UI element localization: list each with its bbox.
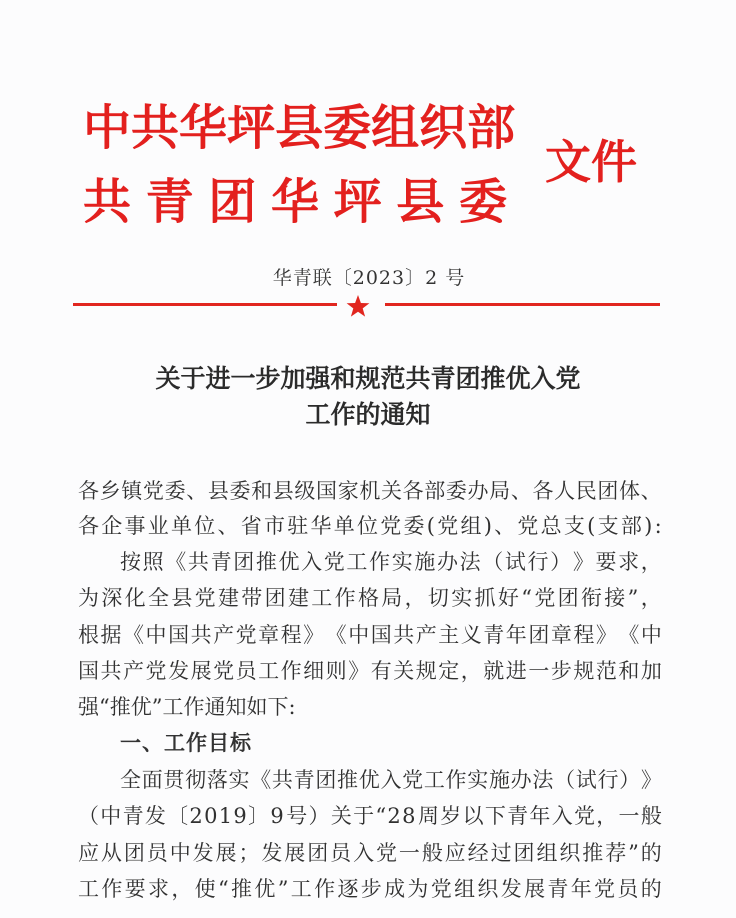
intro-line-3: 根 据 《 中 国 共 产 党 章 程 》 《 中 国 共 产 主 义 青 年 团 章 程 》 《 中 xyxy=(78,623,662,647)
section-1-line-2: （ 中 青 发 〔 2 0 1 9 〕 9 号 ） 关 于 “ 2 8 周 岁 以 下 青 年 入 党 ， 一 般 xyxy=(78,804,662,828)
document-type-label: 文件 xyxy=(545,135,637,189)
red-rule-left xyxy=(73,303,337,306)
section-heading-work-goals: 一、工作目标 xyxy=(120,731,252,755)
document-number xyxy=(0,265,736,291)
issuing-org-line-2: 共 青 团 华 坪 县 委 xyxy=(83,174,507,230)
intro-line-4: 国 共 产 党 发 展 党 员 工 作 细 则 》 有 关 规 定 ， 就 进 一 步 规 范 和 加 xyxy=(78,659,662,683)
addressee-line-1: 各 乡 镇 党 委 、 县 委 和 县 级 国 家 机 关 各 部 委 办 局 、 各 人 民 团 体 、 xyxy=(78,479,662,503)
section-1-line-4: 工 作 要 求 ， 使 “ 推 优 ” 工 作 逐 步 成 为 党 组 织 发 展 青 年 党 员 的 xyxy=(78,877,662,901)
intro-line-1: 按 照 《 共 青 团 推 优 入 党 工 作 实 施 办 法 （ 试 行 ） 》 要 求 ， xyxy=(120,550,662,574)
section-1-line-1: 全 面 贯 彻 落 实 《 共 青 团 推 优 入 党 工 作 实 施 办 法 （ 试 行 ） 》 xyxy=(120,768,662,792)
intro-line-2: 为 深 化 全 县 党 建 带 团 建 工 作 格 局 ， 切 实 抓 好 “ 党 团 衔 接 ” ， xyxy=(78,586,662,610)
notice-title-line-1: 关于进一步加强和规范共青团推优入党 xyxy=(155,364,581,393)
document-number-text: 华青联〔2023〕2 号 xyxy=(272,267,466,289)
red-rule-right xyxy=(385,303,660,306)
addressee-line-2: 各 企 事 业 单 位 、 省 市 驻 华 单 位 党 委 ( 党 组 ) 、 党 总 支 ( 支 部 ) : xyxy=(78,514,662,538)
issuing-org-line-1: 中 共 华 坪 县 委 组 织 部 xyxy=(83,100,516,156)
section-1-line-3: 应 从 团 员 中 发 展 ； 发 展 团 员 入 党 一 般 应 经 过 团 组 织 推 荐 ” 的 xyxy=(78,841,662,865)
star-icon xyxy=(346,294,370,318)
intro-line-5: 强“推优”工作通知如下: xyxy=(78,695,296,719)
notice-title-line-2: 工作的通知 xyxy=(305,400,431,429)
